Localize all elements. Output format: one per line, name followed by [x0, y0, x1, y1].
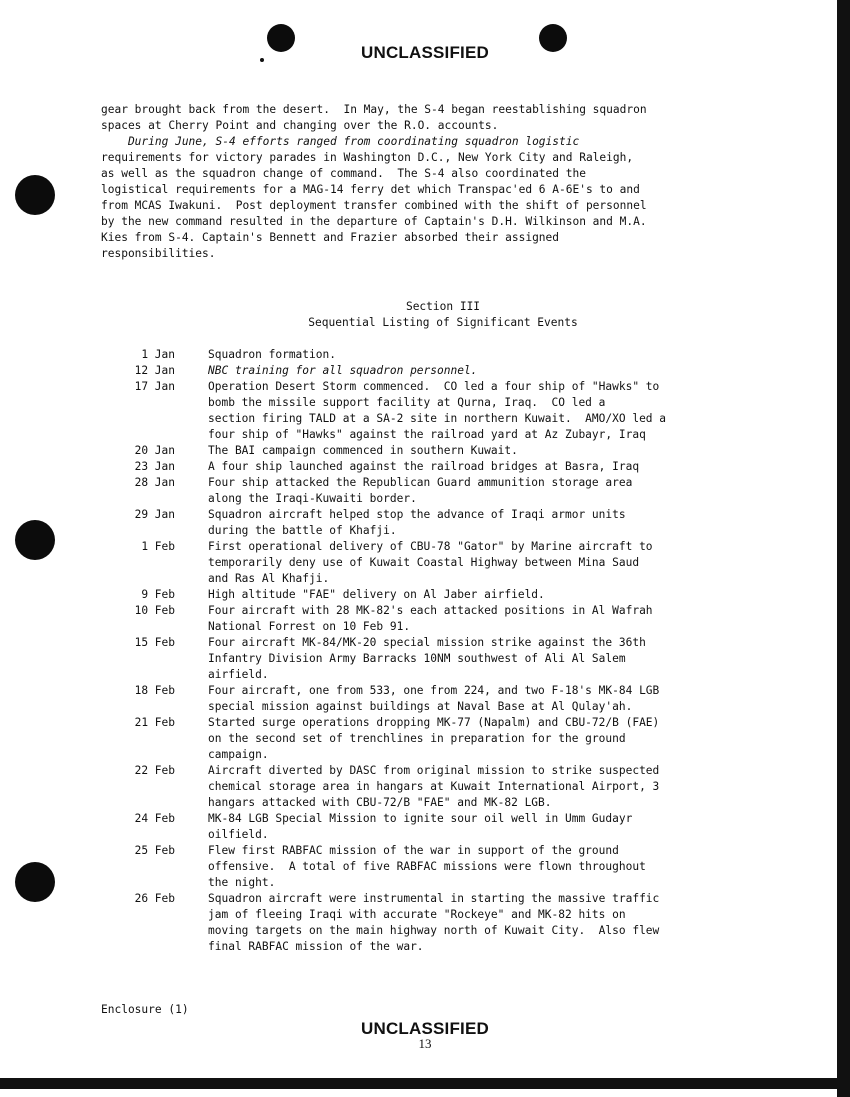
section-number: Section III	[405, 300, 481, 313]
list-item	[101, 363, 791, 379]
event-date: 21 Feb	[134, 716, 175, 729]
event-date: 24 Feb	[134, 812, 175, 825]
event-date: 28 Jan	[134, 476, 175, 489]
punch-hole-left-1	[15, 175, 55, 215]
list-item	[101, 891, 791, 955]
event-date: 23 Jan	[134, 460, 175, 473]
event-text: The BAI campaign commenced in southern Kuwait.	[208, 444, 518, 457]
event-date: 22 Feb	[134, 764, 175, 777]
event-text: Aircraft diverted by DASC from original mission to strike suspected chemical storage area in hangars at Kuwait International Airport, 3 hangars attacked with CBU-72/B "FAE" and MK-82 LGB.	[208, 764, 660, 809]
event-date: 9 Feb	[141, 588, 175, 601]
event-date: 25 Feb	[134, 844, 175, 857]
event-date: 20 Jan	[134, 444, 175, 457]
event-text: Operation Desert Storm commenced. CO led a four ship of "Hawks" to bomb the missile support facility at Qurna, Iraq. CO led a section firing TALD at a SA-2 site in northern Kuwait. AMO/XO led a four ship of "Hawks" against the railroad yard at Az Zubayr, Iraq	[208, 380, 667, 441]
classification-footer: UNCLASSIFIED	[360, 1019, 490, 1038]
list-item	[101, 475, 791, 507]
event-text: Squadron aircraft helped stop the advance of Iraqi armor units during the battle of Khafji.	[208, 508, 626, 537]
event-date: 1 Feb	[141, 540, 175, 553]
event-date: 29 Jan	[134, 508, 175, 521]
event-text: Four ship attacked the Republican Guard ammunition storage area along the Iraqi-Kuwaiti border.	[208, 476, 633, 505]
event-date: 15 Feb	[134, 636, 175, 649]
list-item	[101, 843, 791, 891]
event-text: Four aircraft with 28 MK-82's each attacked positions in Al Wafrah National Forrest on 10 Feb 91.	[208, 604, 653, 633]
event-date: 12 Jan	[134, 364, 175, 377]
list-item	[101, 507, 791, 539]
event-text: Squadron aircraft were instrumental in starting the massive traffic jam of fleeing Iraqi with accurate "Rockeye" and MK-82 hits on moving targets on the main highway north of Kuwait City. Also flew final RABFAC mission of the war.	[208, 892, 660, 953]
list-item	[101, 635, 791, 683]
list-item	[101, 587, 791, 603]
list-item	[101, 443, 791, 459]
event-text: Four aircraft MK-84/MK-20 special mission strike against the 36th Infantry Division Army Barracks 10NM southwest of Ali Al Salem airfield.	[208, 636, 646, 681]
punch-hole-left-2	[15, 520, 55, 560]
scan-edge-bottom	[0, 1078, 850, 1089]
paragraph-s4-june-lead: During June, S-4 efforts ranged from coordinating squadron logistic	[101, 135, 580, 148]
list-item	[101, 763, 791, 811]
event-text: A four ship launched against the railroad bridges at Basra, Iraq	[208, 460, 640, 473]
event-date: 26 Feb	[134, 892, 175, 905]
list-item	[101, 683, 791, 715]
event-text: Flew first RABFAC mission of the war in support of the ground offensive. A total of five RABFAC missions were flown throughout the night.	[208, 844, 646, 889]
event-text: MK-84 LGB Special Mission to ignite sour oil well in Umm Gudayr oilfield.	[208, 812, 633, 841]
classification-header: UNCLASSIFIED	[360, 43, 490, 62]
event-date: 10 Feb	[134, 604, 175, 617]
list-item	[101, 539, 791, 587]
list-item	[101, 347, 791, 363]
paragraph-s4-may: gear brought back from the desert. In May, the S-4 began reestablishing squadron spaces at Cherry Point and changing over the R.O. accounts.	[101, 103, 647, 132]
event-text: Started surge operations dropping MK-77 (Napalm) and CBU-72/B (FAE) on the second set of trenchlines in preparation for the ground campaign.	[208, 716, 660, 761]
enclosure-label: Enclosure (1)	[101, 1003, 189, 1016]
list-item	[101, 811, 791, 843]
list-item	[101, 459, 791, 475]
event-text: NBC training for all squadron personnel.	[208, 364, 478, 377]
list-item	[101, 379, 791, 443]
event-date: 17 Jan	[134, 380, 175, 393]
event-text: Squadron formation.	[208, 348, 336, 361]
event-text: High altitude "FAE" delivery on Al Jaber airfield.	[208, 588, 545, 601]
section-title: Sequential Listing of Significant Events	[308, 316, 578, 329]
punch-hole-left-3	[15, 862, 55, 902]
event-date: 18 Feb	[134, 684, 175, 697]
event-text: First operational delivery of CBU-78 "Gator" by Marine aircraft to temporarily deny use of Kuwait Coastal Highway between Mina Saud and Ras Al Khafji.	[208, 540, 653, 585]
scan-edge-right	[837, 0, 850, 1097]
events-list	[101, 347, 791, 955]
event-text: Four aircraft, one from 533, one from 224, and two F-18's MK-84 LGB special mission against buildings at Naval Base at Al Qulay'ah.	[208, 684, 660, 713]
list-item	[101, 715, 791, 763]
event-date: 1 Jan	[141, 348, 175, 361]
paragraph-s4-june: requirements for victory parades in Washington D.C., New York City and Raleigh, as well as the squadron change of command. The S-4 also coordinated the logistical requirements for a MAG-14 ferry det which Transpac'ed 6 A-6E's to and from MCAS Iwakuni. Post deployment transfer combined with the shift of personnel by the new command resulted in the departure of Captain's D.H. Wilkinson and M.A. Kies from S-4. Captain's Bennett and Frazier absorbed their assigned responsibilities.	[101, 151, 647, 260]
page-number: 13	[418, 1036, 432, 1051]
list-item	[101, 603, 791, 635]
